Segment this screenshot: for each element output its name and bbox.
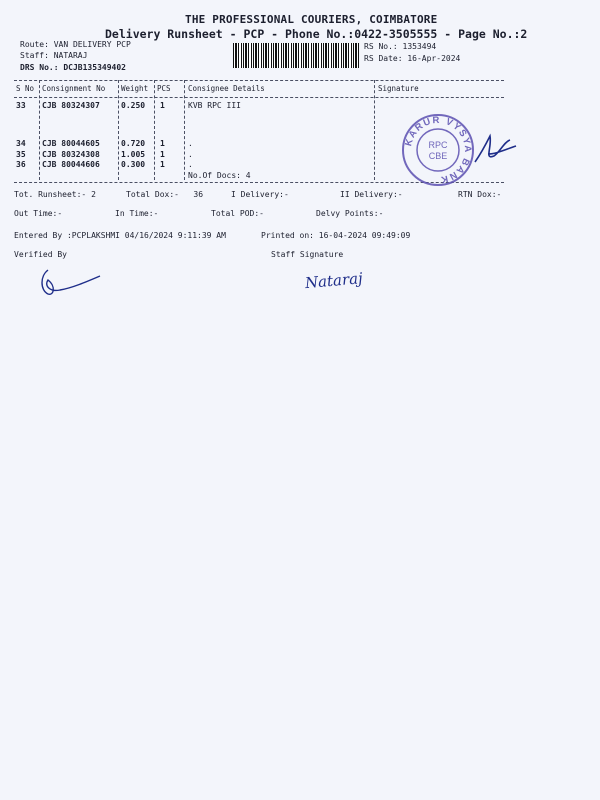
printed-on: Printed on: 16-04-2024 09:49:09 — [261, 231, 411, 240]
table-row-sno: 33 — [16, 101, 26, 110]
in-time: In Time:- — [115, 209, 159, 218]
i-delivery: I Delivery:- — [231, 190, 289, 199]
out-time: Out Time:- — [14, 209, 63, 218]
table-row-consignee: . — [188, 160, 193, 169]
rs-number: RS No.: 1353494 — [364, 42, 437, 51]
total-pod: Total POD:- — [211, 209, 264, 218]
col-divider — [39, 80, 40, 180]
staff-label: Staff: NATARAJ — [20, 51, 88, 60]
table-row-sno: 36 — [16, 160, 26, 169]
initial-scribble — [470, 132, 520, 172]
table-row-consignee: KVB RPC III — [188, 101, 241, 110]
col-divider — [184, 80, 185, 180]
table-row-weight: 0.720 — [121, 139, 146, 148]
ii-delivery: II Delivery:- — [340, 190, 403, 199]
table-header-rule — [14, 97, 504, 98]
table-row-sno: 34 — [16, 139, 26, 148]
company-title: THE PROFESSIONAL COURIERS, COIMBATORE — [185, 13, 438, 26]
runsheet-title: Delivery Runsheet - PCP - Phone No.:0422-3505555 - Page No.:2 — [105, 27, 528, 41]
table-row-consignment: CJB 80044606 — [42, 160, 100, 169]
col-weight: Weight — [121, 84, 149, 93]
table-top-rule — [14, 80, 504, 81]
svg-text:CBE: CBE — [428, 151, 448, 161]
table-row-pcs: 1 — [160, 160, 165, 169]
col-divider — [118, 80, 119, 180]
barcode — [233, 43, 359, 68]
verified-signature — [36, 262, 106, 302]
bank-stamp — [400, 112, 476, 188]
table-row-sno: 35 — [16, 150, 26, 159]
verified-by-label: Verified By — [14, 250, 67, 259]
table-row-weight: 0.300 — [121, 160, 146, 169]
table-row-consignment: CJB 80324308 — [42, 150, 100, 159]
no-of-docs: No.Of Docs: 4 — [188, 171, 251, 180]
total-dox: Total Dox:- 36 — [126, 190, 204, 199]
rtn-dox: RTN Dox:- — [458, 190, 502, 199]
col-consignee: Consignee Details — [188, 84, 265, 93]
svg-text:KARUR VYSYA BANK: KARUR VYSYA BANK — [403, 114, 474, 186]
delvy-points: Delvy Points:- — [316, 209, 384, 218]
table-row-consignment: CJB 80324307 — [42, 101, 100, 110]
col-sno: S No — [16, 84, 35, 93]
table-row-weight: 1.005 — [121, 150, 146, 159]
col-divider — [154, 80, 155, 180]
svg-text:RPC: RPC — [428, 140, 448, 150]
table-row-pcs: 1 — [160, 139, 165, 148]
staff-signature-label: Staff Signature — [271, 250, 344, 259]
drs-number: DRS No.: DCJB135349402 — [20, 63, 126, 72]
table-row-consignee: . — [188, 139, 193, 148]
table-row-consignment: CJB 80044605 — [42, 139, 100, 148]
tot-runsheet: Tot. Runsheet:- 2 — [14, 190, 96, 199]
col-signature: Signature — [378, 84, 419, 93]
col-pcs: PCS — [157, 84, 171, 93]
col-consignment: Consignment No — [42, 84, 106, 93]
table-row-pcs: 1 — [160, 150, 165, 159]
table-row-pcs: 1 — [160, 101, 165, 110]
route-label: Route: VAN DELIVERY PCP — [20, 40, 131, 49]
col-divider — [374, 80, 375, 180]
table-row-consignee: . — [188, 150, 193, 159]
rs-date: RS Date: 16-Apr-2024 — [364, 54, 461, 63]
staff-signature — [300, 262, 370, 294]
svg-text:Nataraj: Nataraj — [304, 269, 364, 293]
table-row-weight: 0.250 — [121, 101, 146, 110]
entered-by: Entered By :PCPLAKSHMI 04/16/2024 9:11:39 AM — [14, 231, 226, 240]
